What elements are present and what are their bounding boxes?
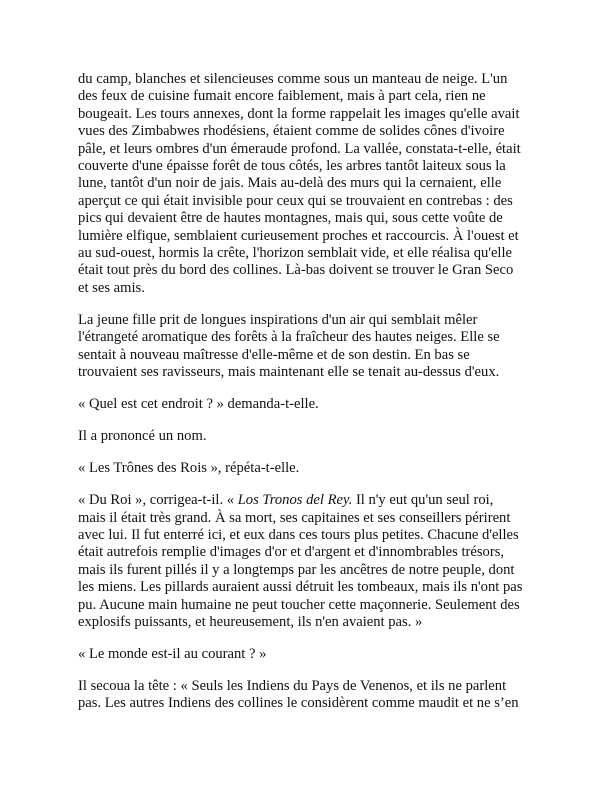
paragraph-name-spoken: Il a prononcé un nom. bbox=[78, 428, 207, 445]
body-text bbox=[78, 71, 536, 713]
paragraph-young-girl: La jeune fille prit de longues inspirations d'un air qui semblait mêler l'étrangeté aromatique des forêts à la fraîcheur des hautes neiges. Elle se sentait à nouveau maîtresse d'elle-même et de son destin. En bas se trouvaient ses ravisseurs, mais maintenant elle se tenait au-dessus d'eux. bbox=[78, 311, 500, 381]
paragraph-camp-description: du camp, blanches et silencieuses comme sous un manteau de neige. L'un des feux de cuisine fumait encore faiblement, mais à part cela, rien ne bougeait. Les tours annexes, dont la forme rappelait les images qu'elle avait vues des Zimbabwes rhodésiens, étaient comme de solides cônes d'ivoire pâle, et leurs ombres d'un émeraude profond. La vallée, constata-t-elle, était couverte d'une épaisse forêt de tous côtés, les arbres tantôt laiteux sous la lune, tantôt d'un noir de jais. Mais au-delà des murs qui la cernaient, elle aperçut ce qui était invisible pour ceux qui se trouvaient en contrebas : des pics qui devaient être de hautes montagnes, mais qui, sous cette voûte de lumière elfique, semblaient curieusement proches et raccourcis. À l'ouest et au sud-ouest, hormis la crête, l'horizon semblait vide, et elle réalisa qu'elle était tout près du bord des collines. Là-bas doivent se trouver le Gran Seco et ses amis. bbox=[78, 71, 521, 296]
spanish-title: Los Tronos del Rey. bbox=[237, 492, 353, 509]
king-answer-rest: Il n'y eut qu'un seul roi, mais il était très grand. À sa mort, ses capitaines et ses conseillers périrent avec lui. Il fut enterré ici, et eux dans ces tours plus petites. Chacune d'elles était autrefois remplie d'images d'or et d'argent et d'innombrables trésors, mais ils furent pillés il y a longtemps par les ancêtres de notre peuple, dont les miens. Les pillards auraient aussi détruit les tombeaux, mais ils n'ont pas pu. Aucune main humaine ne peut toucher cette maçonnerie. Seulement des explosifs puissants, et heureusement, ils n'en avaient pas. » bbox=[78, 492, 523, 630]
paragraph-world-question: « Le monde est-il au courant ? » bbox=[78, 645, 267, 662]
paragraph-thrones-of-kings: « Les Trônes des Rois », répéta-t-elle. bbox=[78, 460, 300, 477]
paragraph-king-answer bbox=[78, 492, 536, 631]
king-answer-start: « Du Roi », corrigea-t-il. « bbox=[78, 492, 238, 509]
paragraph-indians-answer: Il secoua la tête : « Seuls les Indiens du Pays de Venenos, et ils ne parlent pas. Les autres Indiens des collines le considèrent comme maudit et ne s’en bbox=[78, 677, 519, 712]
paragraph-question-place: « Quel est cet endroit ? » demanda-t-elle. bbox=[78, 396, 319, 413]
